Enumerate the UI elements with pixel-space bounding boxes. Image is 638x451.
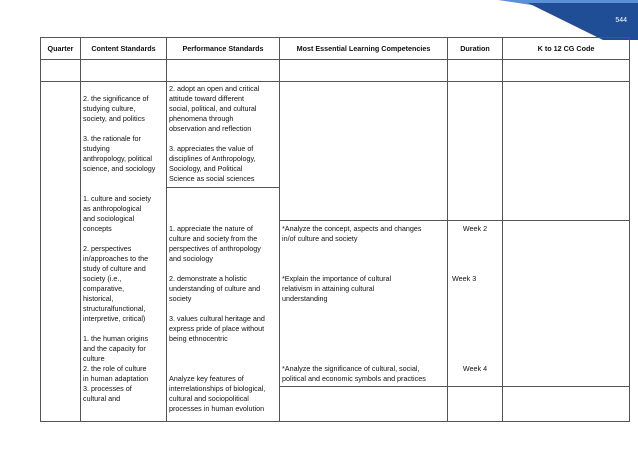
duration-item: Week 3 bbox=[452, 274, 477, 283]
performance-standard-item: 3. appreciates the value of disciplines of Anthropology, Sociology, and Political Science as social sciences bbox=[169, 144, 256, 183]
content-standard-item: 3. processes of cultural and bbox=[83, 384, 132, 403]
duration-item: Week 2 bbox=[462, 224, 488, 233]
performance-standards-cell bbox=[167, 82, 280, 422]
cg-code-cell bbox=[503, 82, 630, 422]
performance-standard-item: 2. demonstrate a holistic understanding of culture and society bbox=[169, 274, 261, 303]
curriculum-table bbox=[40, 37, 630, 422]
duration-item: Week 4 bbox=[462, 364, 488, 373]
competencies-cell bbox=[280, 82, 448, 422]
cell bbox=[167, 60, 280, 82]
content-standard-item: 1. the human origins and the capacity for culture bbox=[83, 334, 149, 363]
performance-standard-item: Analyze key features of interrelationships of biological, cultural and sociopolitical processes in human evolution bbox=[169, 374, 266, 413]
header-performance-standards: Performance Standards bbox=[167, 38, 280, 60]
content-standard-item: 2. the significance of studying culture, society, and politics bbox=[83, 94, 149, 123]
content-standard-item: 2. perspectives in/approaches to the study of culture and society (i.e., comparative, historical, structuralfunctional, interpretive, critical) bbox=[83, 244, 149, 323]
header-content-standards: Content Standards bbox=[81, 38, 167, 60]
performance-standard-item: 2. adopt an open and critical attitude toward different social, political, and cultural phenomena through observation and reflection bbox=[169, 84, 260, 133]
quarter-cell bbox=[41, 82, 81, 422]
table-header-row bbox=[41, 38, 630, 60]
performance-standard-item: 3. values cultural heritage and express pride of place without being ethnocentric bbox=[169, 314, 265, 343]
empty-row bbox=[41, 60, 630, 82]
header-cg-code: K to 12 CG Code bbox=[503, 38, 630, 60]
cell bbox=[41, 60, 81, 82]
content-standards-cell bbox=[81, 82, 167, 422]
content-standard-item: 1. culture and society as anthropological and sociological concepts bbox=[83, 194, 151, 233]
content-standard-item: 3. the rationale for studying anthropology, political science, and sociology bbox=[83, 134, 156, 173]
cell bbox=[280, 60, 448, 82]
competency-item: *Explain the importance of cultural relativism in attaining cultural understanding bbox=[282, 274, 392, 303]
header-competencies: Most Essential Learning Competencies bbox=[280, 38, 448, 60]
cell bbox=[448, 60, 503, 82]
competency-item: *Analyze the significance of cultural, social, political and economic symbols and practices bbox=[282, 364, 426, 383]
cell bbox=[503, 60, 630, 82]
page-number: 544 bbox=[615, 17, 627, 24]
duration-cell bbox=[448, 82, 503, 422]
cell bbox=[81, 60, 167, 82]
performance-standard-item: 1. appreciate the nature of culture and society from the perspectives of anthropology and sociology bbox=[169, 224, 261, 263]
content-standard-item: 2. the role of culture in human adaptation bbox=[83, 364, 149, 383]
header-duration: Duration bbox=[448, 38, 503, 60]
competency-item: *Analyze the concept, aspects and changes in/of culture and society bbox=[282, 224, 422, 243]
table-row bbox=[41, 82, 630, 422]
header-quarter: Quarter bbox=[41, 38, 81, 60]
